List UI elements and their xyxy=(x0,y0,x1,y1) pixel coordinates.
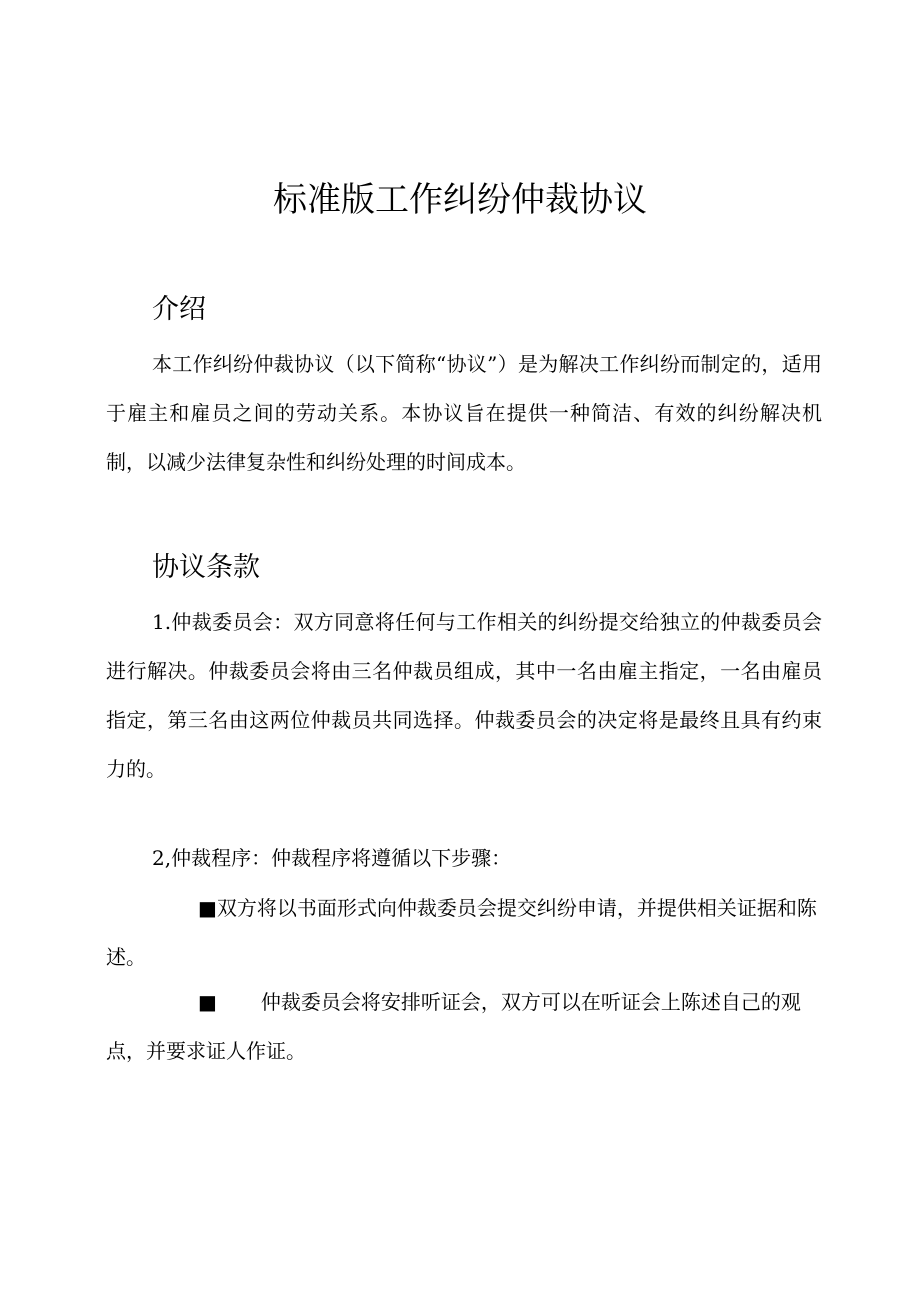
procedure-bullet-text: 仲裁委员会将安排听证会，双方可以在听证会上陈述自己的观点，并要求证人作证。 xyxy=(106,990,801,1063)
section-heading-introduction: 介绍 xyxy=(152,294,206,325)
procedure-bullet-item xyxy=(106,884,822,982)
introduction-paragraph: 本工作纠纷仲裁协议（以下简称“协议”）是为解决工作纠纷而制定的，适用于雇主和雇员之间的劳动关系。本协议旨在提供一种简洁、有效的纠纷解决机制，以减少法律复杂性和纠纷处理的时间成本。 xyxy=(106,352,822,474)
square-bullet-icon: ■ xyxy=(198,896,217,920)
section-heading-terms: 协议条款 xyxy=(152,552,260,583)
procedure-bullet-text: 双方将以书面形式向仲裁委员会提交纠纷申请，并提供相关证据和陈述。 xyxy=(106,896,817,969)
square-bullet-icon: ■ xyxy=(198,990,217,1014)
clause-arbitration-committee: 1.仲裁委员会：双方同意将任何与工作相关的纠纷提交给独立的仲裁委员会进行解决。仲裁委员会将由三名仲裁员组成，其中一名由雇主指定，一名由雇员指定，第三名由这两位仲裁员共同选择。仲裁委员会的决定将是最终且具有约束力的。 xyxy=(106,610,822,781)
clause-arbitration-procedure: 2,仲裁程序：仲裁程序将遵循以下步骤： xyxy=(152,846,512,870)
document-title: 标准版工作纠纷仲裁协议 xyxy=(273,180,647,220)
procedure-bullet-item xyxy=(106,978,822,1076)
